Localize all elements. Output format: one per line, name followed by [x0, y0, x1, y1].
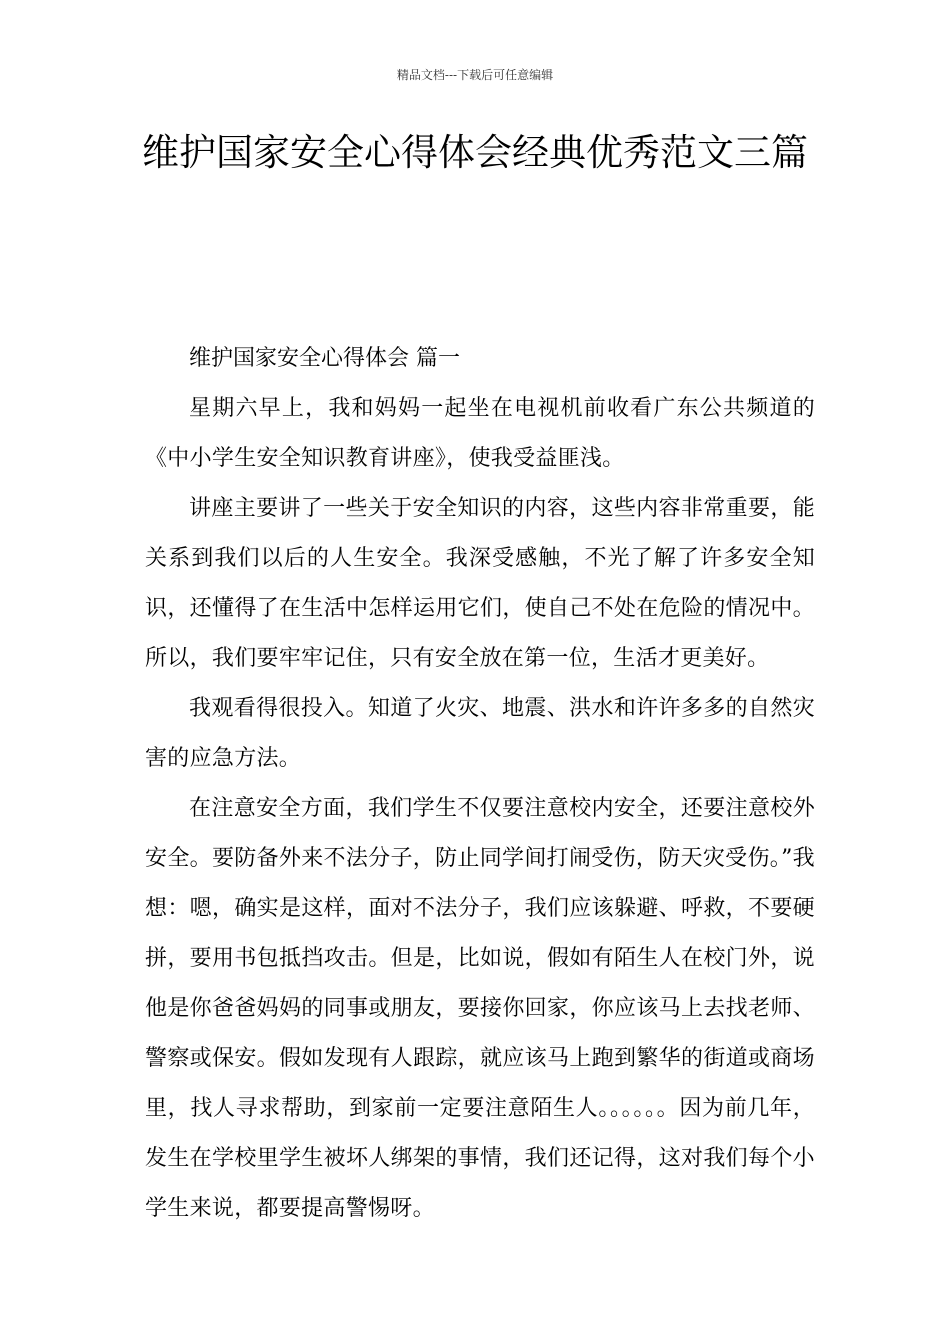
document-body: [145, 334, 815, 1234]
paragraph-1: 星期六早上，我和妈妈一起坐在电视机前收看广东公共频道的《中小学生安全知识教育讲座》，使我受益匪浅。: [145, 396, 815, 471]
paragraph-4: 在注意安全方面，我们学生不仅要注意校内安全，还要注意校外安全。要防备外来不法分子，防止同学间打闹受伤，防天灾受伤。”我想：嗯，确实是这样，面对不法分子，我们应该躲避、呼救，不要硬拼，要用书包抵挡攻击。但是，比如说，假如有陌生人在校门外，说他是你爸爸妈妈的同事或朋友，要接你回家，你应该马上去找老师、警察或保安。假如发现有人跟踪，就应该马上跑到繁华的街道或商场里，找人寻求帮助，到家前一定要注意陌生人。。。。。。因为前几年，发生在学校里学生被坏人绑架的事情，我们还记得，这对我们每个小学生来说，都要提高警惕呀。: [145, 796, 815, 1221]
paragraph-2: 讲座主要讲了一些关于安全知识的内容，这些内容非常重要，能关系到我们以后的人生安全。我深受感触，不光了解了许多安全知识，还懂得了在生活中怎样运用它们，使自己不处在危险的情况中。所以，我们要牢牢记住，只有安全放在第一位，生活才更美好。: [145, 496, 815, 671]
paragraph-3: 我观看得很投入。知道了火灾、地震、洪水和许许多多的自然灾害的应急方法。: [145, 696, 815, 771]
header-note: 精品文档---下载后可任意编辑: [396, 68, 554, 82]
section-heading: 维护国家安全心得体会 篇一: [189, 346, 460, 371]
document-title: 维护国家安全心得体会经典优秀范文三篇: [142, 131, 808, 174]
